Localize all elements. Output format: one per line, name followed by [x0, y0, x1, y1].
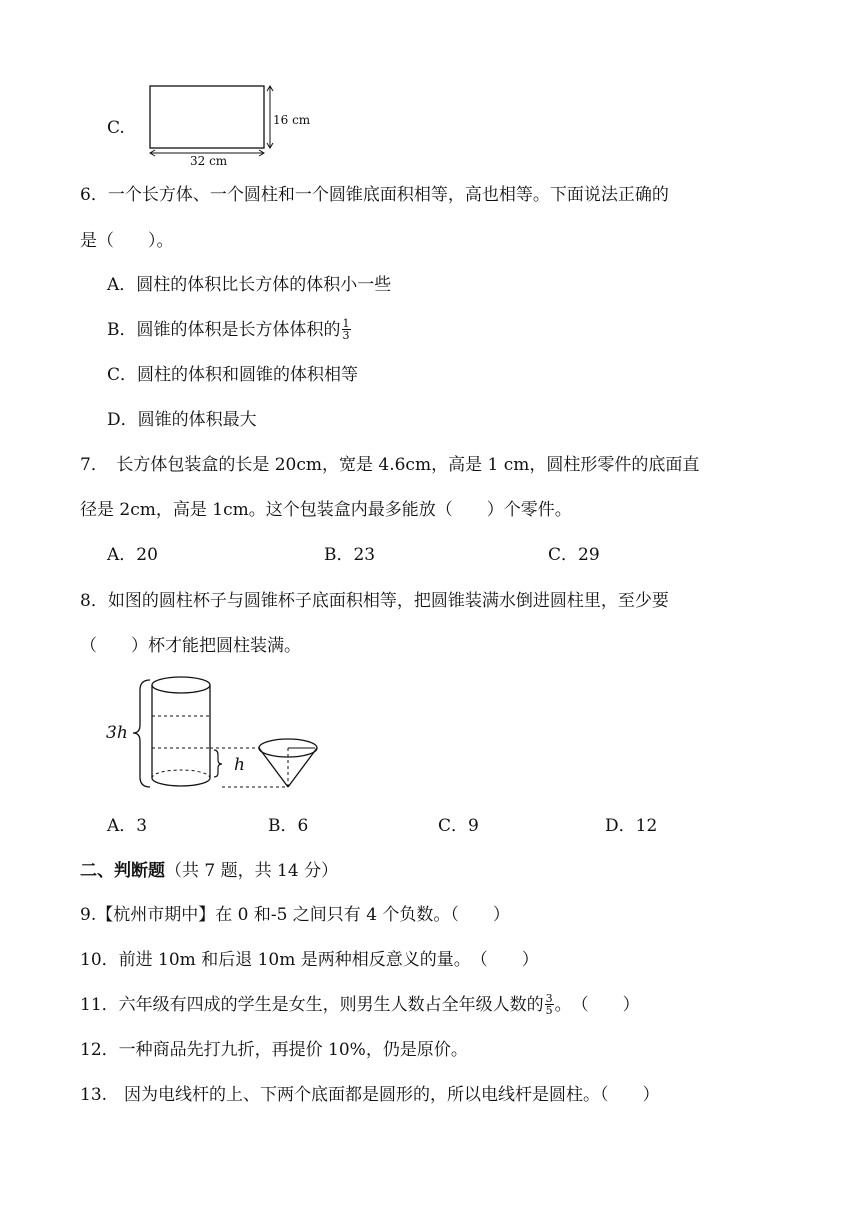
q6-option-b-fraction: [342, 318, 351, 341]
fraction-denominator: 5: [545, 1004, 553, 1017]
q6-option-d: D．圆锥的体积最大: [107, 410, 257, 430]
q8-option-b: B．6: [268, 816, 309, 836]
q8-label-h: h: [234, 755, 245, 775]
q5-height-label: 16 cm: [273, 113, 311, 127]
q8-cylinder-cone-figure: [100, 665, 360, 805]
q7-stem-line2: 径是 2cm，高是 1cm。这个包装盒内最多能放（ ）个零件。: [80, 500, 572, 520]
q6-stem-line1: 6．一个长方体、一个圆柱和一个圆锥底面积相等，高也相等。下面说法正确的: [80, 185, 669, 205]
q12-text: 12．一种商品先打九折，再提价 10%，仍是原价。: [80, 1040, 468, 1060]
q11-fraction: [545, 993, 554, 1016]
q10-text: 10．前进 10m 和后退 10m 是两种相反意义的量。 （ ）: [80, 950, 539, 970]
q8-stem-line1: 8．如图的圆柱杯子与圆锥杯子底面积相等，把圆锥装满水倒进圆柱里，至少要: [80, 591, 669, 611]
q13-text: 13. 因为电线杆的上、下两个底面都是圆形的，所以电线杆是圆柱。（ ）: [80, 1085, 660, 1105]
fraction-numerator: 1: [342, 317, 350, 330]
q9-text: 9.【杭州市期中】在 0 和-5 之间只有 4 个负数。（ ）: [80, 905, 510, 925]
q7-option-c: C．29: [548, 545, 600, 565]
q8-option-d: D．12: [605, 816, 658, 836]
q7-option-b: B．23: [324, 545, 376, 565]
q8-label-3h: 3h: [106, 723, 128, 743]
section2-title: [80, 859, 338, 883]
q6-stem-line2: 是（ ）。: [80, 231, 174, 251]
q8-option-a: A．3: [107, 816, 148, 836]
q11-suffix: 。 （ ）: [554, 995, 640, 1015]
q5-option-c-label: C.: [107, 118, 125, 138]
q5-width-label: 32 cm: [190, 154, 228, 168]
q7-stem-line1: 7． 长方体包装盒的长是 20cm，宽是 4.6cm，高是 1 cm，圆柱形零件的底面直: [80, 455, 700, 475]
q11-text: [80, 993, 640, 1017]
section2-note: （共 7 题，共 14 分）: [165, 861, 339, 881]
q6-option-b-text: B．圆锥的体积是长方体体积的: [107, 320, 341, 340]
q8-option-c: C．9: [438, 816, 479, 836]
fraction-denominator: 3: [342, 329, 350, 342]
fraction-numerator: 3: [545, 992, 553, 1005]
q8-stem-line2: （ ）杯才能把圆柱装满。: [80, 636, 301, 656]
q6-option-c: C．圆柱的体积和圆锥的体积相等: [107, 365, 359, 385]
q5-rectangle-figure: [140, 80, 330, 170]
q6-option-b: [107, 318, 352, 342]
q6-option-a: A．圆柱的体积比长方体的体积小一些: [107, 275, 392, 295]
q11-prefix: 11．六年级有四成的学生是女生，则男生人数占全年级人数的: [80, 995, 544, 1015]
q7-option-a: A．20: [107, 545, 158, 565]
section2-heading: 二、判断题: [80, 861, 165, 881]
